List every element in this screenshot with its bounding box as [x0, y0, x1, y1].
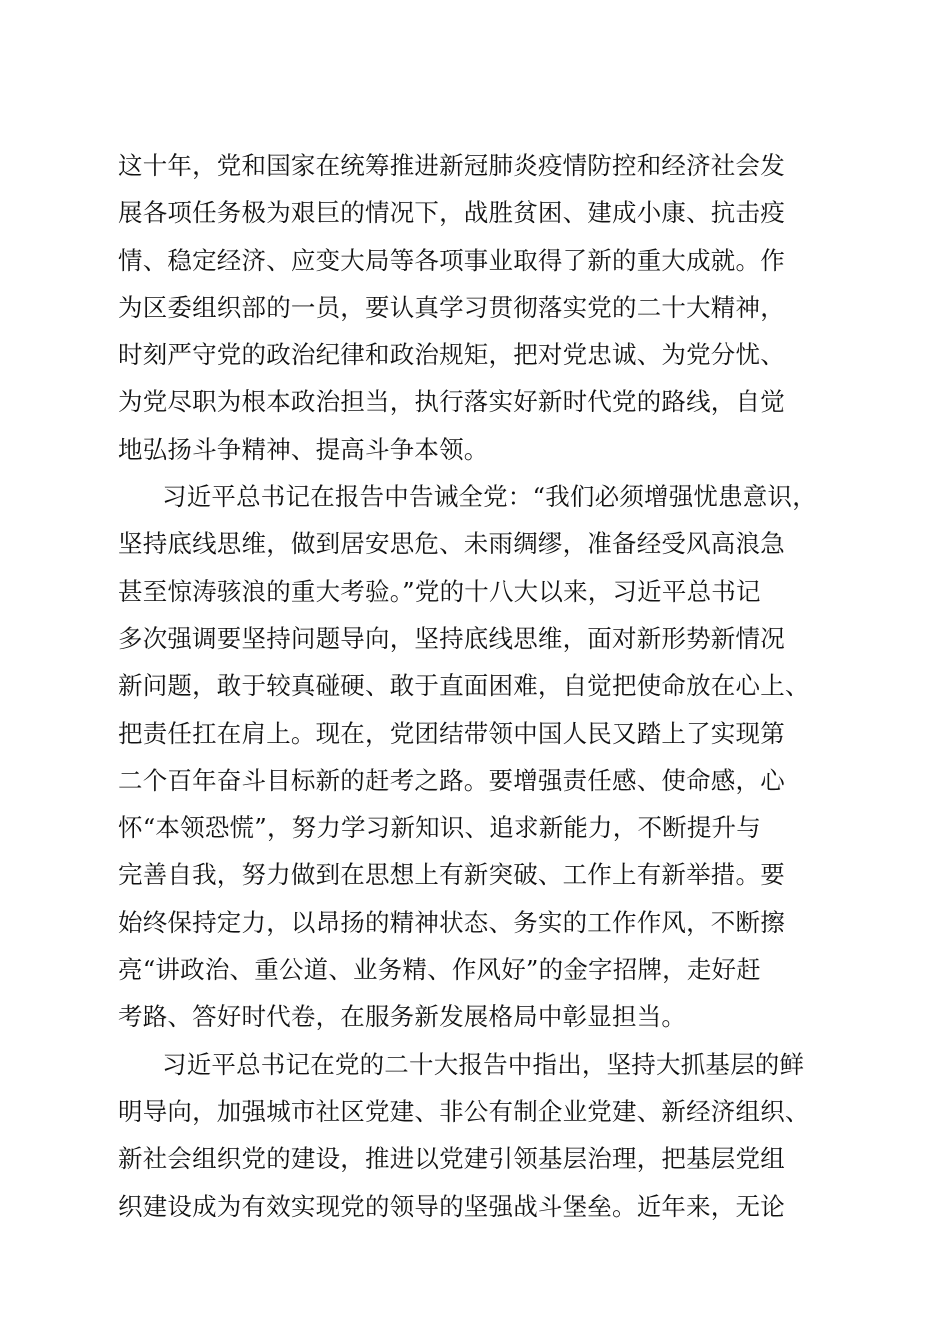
text-line: 二个百年奋斗目标新的赶考之路。要增强责任感、使命感，心	[118, 765, 785, 795]
text-line: 考路、答好时代卷，在服务新发展格局中彰显担当。	[118, 1002, 687, 1032]
text-line: 多次强调要坚持问题导向，坚持底线思维，面对新形势新情况	[118, 623, 785, 653]
text-line: 为党尽职为根本政治担当，执行落实好新时代党的路线，自觉	[118, 387, 785, 417]
text-line: 时刻严守党的政治纪律和政治规矩，把对党忠诚、为党分忧、	[118, 340, 785, 370]
text-line: 亮“讲政治、重公道、业务精、作风好”的金字招牌，走好赶	[118, 955, 761, 985]
text-line: 新问题，敢于较真碰硬、敢于直面困难，自觉把使命放在心上、	[118, 671, 810, 701]
text-line: 习近平总书记在报告中告诫全党：“我们必须增强忧患意识，	[162, 482, 817, 512]
paragraph-1	[118, 142, 834, 473]
text-line: 习近平总书记在党的二十大报告中指出，坚持大抓基层的鲜	[162, 1049, 805, 1079]
text-line: 新社会组织党的建设，推进以党建引领基层治理，把基层党组	[118, 1144, 785, 1174]
text-line: 这十年，党和国家在统筹推进新冠肺炎疫情防控和经济社会发	[118, 151, 785, 180]
text-line: 展各项任务极为艰巨的情况下，战胜贫困、建成小康、抗击疫	[118, 198, 785, 228]
text-line: 织建设成为有效实现党的领导的坚强战斗堡垒。近年来，无论	[118, 1191, 785, 1221]
paragraph-2	[118, 473, 834, 1041]
text-line: 怀“本领恐慌”，努力学习新知识、追求新能力，不断提升与	[118, 813, 761, 843]
text-line: 甚至惊涛骇浪的重大考验。”党的十八大以来，习近平总书记	[118, 576, 761, 606]
text-line: 完善自我，努力做到在思想上有新突破、工作上有新举措。要	[118, 860, 785, 890]
text-line: 坚持底线思维，做到居安思危、未雨绸缪，准备经受风高浪急	[118, 529, 785, 559]
text-line: 地弘扬斗争精神、提高斗争本领。	[118, 434, 489, 464]
text-line: 情、稳定经济、应变大局等各项事业取得了新的重大成就。作	[118, 245, 785, 275]
body-text	[118, 142, 834, 1230]
text-line: 为区委组织部的一员，要认真学习贯彻落实党的二十大精神，	[118, 292, 785, 322]
text-line: 明导向，加强城市社区党建、非公有制企业党建、新经济组织、	[118, 1096, 810, 1126]
paragraph-3	[118, 1041, 834, 1230]
text-line: 把责任扛在肩上。现在，党团结带领中国人民又踏上了实现第	[118, 718, 785, 748]
text-line: 始终保持定力，以昂扬的精神状态、务实的工作作风，不断擦	[118, 907, 785, 937]
